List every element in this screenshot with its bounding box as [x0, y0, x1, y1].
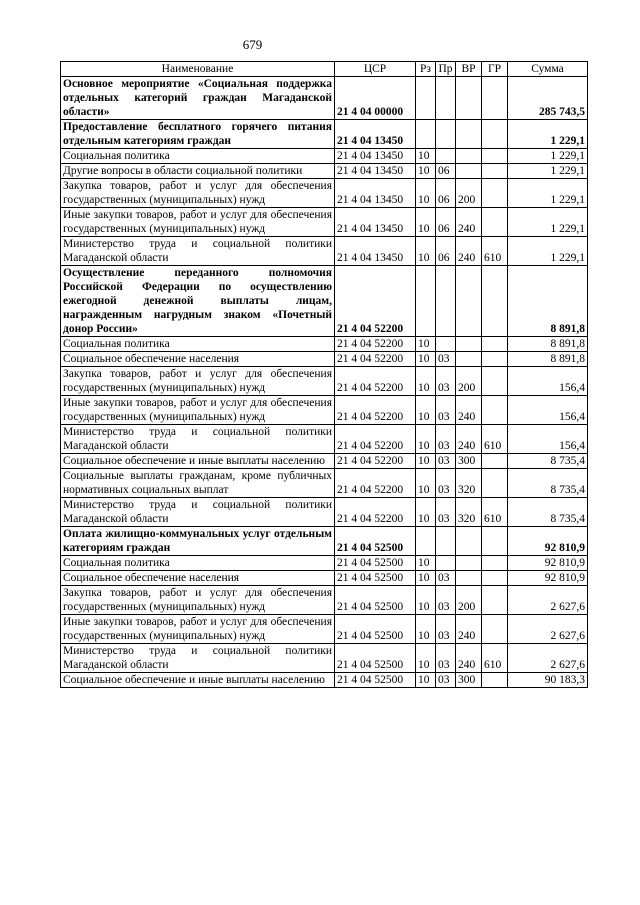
cell-name: Социальное обеспечение населения: [61, 571, 335, 586]
page-number: 679: [242, 37, 263, 52]
cell-vr: [456, 571, 482, 586]
cell-gr: [482, 556, 508, 571]
cell-sum: 1 229,1: [508, 149, 588, 164]
cell-pr: [436, 120, 456, 149]
cell-csr: 21 4 04 52500: [335, 615, 416, 644]
cell-pr: 03: [436, 425, 456, 454]
cell-vr: [456, 77, 482, 120]
cell-sum: 156,4: [508, 367, 588, 396]
cell-gr: [482, 673, 508, 688]
cell-name: Закупка товаров, работ и услуг для обеспечения государственных (муниципальных) нужд: [61, 367, 335, 396]
cell-csr: 21 4 04 52200: [335, 266, 416, 337]
cell-gr: [482, 571, 508, 586]
cell-csr: 21 4 04 52200: [335, 396, 416, 425]
cell-rz: [416, 527, 436, 556]
cell-pr: 03: [436, 586, 456, 615]
cell-pr: 03: [436, 396, 456, 425]
cell-vr: 200: [456, 586, 482, 615]
table-header-row: [61, 62, 588, 77]
cell-sum: 8 735,4: [508, 498, 588, 527]
cell-sum: 2 627,6: [508, 644, 588, 673]
header-name: Наименование: [61, 62, 335, 77]
cell-pr: 06: [436, 237, 456, 266]
cell-vr: 240: [456, 208, 482, 237]
cell-vr: [456, 337, 482, 352]
table-row: [61, 367, 588, 396]
cell-sum: 8 891,8: [508, 266, 588, 337]
cell-rz: 10: [416, 586, 436, 615]
cell-vr: [456, 266, 482, 337]
cell-name: Социальная политика: [61, 337, 335, 352]
cell-vr: [456, 556, 482, 571]
cell-gr: [482, 266, 508, 337]
cell-sum: 2 627,6: [508, 615, 588, 644]
cell-name: Социальная политика: [61, 149, 335, 164]
table-row: [61, 179, 588, 208]
table-row: [61, 337, 588, 352]
cell-csr: 21 4 04 52200: [335, 454, 416, 469]
header-rz: Рз: [416, 62, 436, 77]
cell-csr: 21 4 04 52500: [335, 527, 416, 556]
cell-sum: 2 627,6: [508, 586, 588, 615]
cell-rz: 10: [416, 425, 436, 454]
cell-name: Министерство труда и социальной политики Магаданской области: [61, 425, 335, 454]
cell-name: Министерство труда и социальной политики Магаданской области: [61, 498, 335, 527]
budget-table: [60, 61, 588, 688]
cell-rz: 10: [416, 164, 436, 179]
cell-sum: 8 891,8: [508, 337, 588, 352]
cell-sum: 8 735,4: [508, 454, 588, 469]
table-row: [61, 454, 588, 469]
cell-pr: [436, 556, 456, 571]
cell-name: Предоставление бесплатного горячего питания отдельным категориям граждан: [61, 120, 335, 149]
cell-gr: 610: [482, 498, 508, 527]
cell-rz: 10: [416, 352, 436, 367]
table-row: [61, 556, 588, 571]
table-row: [61, 266, 588, 337]
cell-sum: 92 810,9: [508, 527, 588, 556]
cell-rz: [416, 120, 436, 149]
header-csr: ЦСР: [335, 62, 416, 77]
cell-gr: [482, 586, 508, 615]
table-row: [61, 396, 588, 425]
cell-sum: 285 743,5: [508, 77, 588, 120]
cell-gr: 610: [482, 425, 508, 454]
cell-rz: 10: [416, 469, 436, 498]
cell-gr: [482, 77, 508, 120]
cell-csr: 21 4 04 52500: [335, 556, 416, 571]
table-row: [61, 425, 588, 454]
cell-gr: [482, 527, 508, 556]
cell-rz: 10: [416, 179, 436, 208]
cell-csr: 21 4 04 13450: [335, 208, 416, 237]
cell-vr: 200: [456, 367, 482, 396]
cell-vr: [456, 164, 482, 179]
cell-name: Министерство труда и социальной политики Магаданской области: [61, 237, 335, 266]
table-row: [61, 673, 588, 688]
cell-csr: 21 4 04 52200: [335, 352, 416, 367]
header-pr: Пр: [436, 62, 456, 77]
table-row: [61, 469, 588, 498]
cell-pr: 06: [436, 179, 456, 208]
cell-rz: 10: [416, 367, 436, 396]
table-row: [61, 352, 588, 367]
cell-sum: 1 229,1: [508, 120, 588, 149]
table-row: [61, 644, 588, 673]
cell-pr: 03: [436, 571, 456, 586]
cell-pr: 03: [436, 498, 456, 527]
cell-csr: 21 4 04 13450: [335, 149, 416, 164]
cell-sum: 1 229,1: [508, 237, 588, 266]
cell-name: Основное мероприятие «Социальная поддержка отдельных категорий граждан Магаданской области»: [61, 77, 335, 120]
cell-name: Иные закупки товаров, работ и услуг для обеспечения государственных (муниципальных) нужд: [61, 208, 335, 237]
table-row: [61, 208, 588, 237]
cell-name: Иные закупки товаров, работ и услуг для обеспечения государственных (муниципальных) нужд: [61, 615, 335, 644]
cell-csr: 21 4 04 13450: [335, 120, 416, 149]
cell-sum: 8 735,4: [508, 469, 588, 498]
cell-pr: 03: [436, 367, 456, 396]
cell-rz: 10: [416, 644, 436, 673]
cell-rz: 10: [416, 149, 436, 164]
cell-name: Закупка товаров, работ и услуг для обеспечения государственных (муниципальных) нужд: [61, 586, 335, 615]
cell-pr: 03: [436, 644, 456, 673]
cell-rz: 10: [416, 571, 436, 586]
cell-rz: 10: [416, 454, 436, 469]
cell-rz: 10: [416, 498, 436, 527]
cell-vr: 240: [456, 615, 482, 644]
cell-sum: 8 891,8: [508, 352, 588, 367]
cell-name: Осуществление переданного полномочия Российской Федерации по осуществлению ежегодной денежной выплаты лицам, награжденным нагрудным знаком «Почетный донор России»: [61, 266, 335, 337]
cell-name: Оплата жилищно-коммунальных услуг отдельным категориям граждан: [61, 527, 335, 556]
table-row: [61, 164, 588, 179]
cell-pr: [436, 266, 456, 337]
cell-vr: 240: [456, 237, 482, 266]
cell-name: Социальное обеспечение и иные выплаты населению: [61, 673, 335, 688]
cell-pr: [436, 149, 456, 164]
cell-vr: 240: [456, 396, 482, 425]
header-sum: Сумма: [508, 62, 588, 77]
table-row: [61, 237, 588, 266]
cell-vr: 240: [456, 425, 482, 454]
cell-name: Социальные выплаты гражданам, кроме публичных нормативных социальных выплат: [61, 469, 335, 498]
cell-pr: 03: [436, 673, 456, 688]
cell-vr: [456, 352, 482, 367]
cell-vr: 240: [456, 644, 482, 673]
cell-csr: 21 4 04 52200: [335, 498, 416, 527]
cell-csr: 21 4 04 52500: [335, 673, 416, 688]
cell-rz: 10: [416, 556, 436, 571]
table-body: [61, 77, 588, 688]
cell-rz: [416, 77, 436, 120]
cell-sum: 156,4: [508, 425, 588, 454]
table-row: [61, 527, 588, 556]
cell-vr: [456, 149, 482, 164]
cell-sum: 92 810,9: [508, 556, 588, 571]
cell-pr: [436, 527, 456, 556]
cell-vr: [456, 527, 482, 556]
cell-gr: 610: [482, 644, 508, 673]
cell-pr: 03: [436, 454, 456, 469]
cell-gr: [482, 396, 508, 425]
cell-pr: 06: [436, 164, 456, 179]
cell-csr: 21 4 04 13450: [335, 164, 416, 179]
cell-csr: 21 4 04 52500: [335, 571, 416, 586]
table-row: [61, 571, 588, 586]
cell-gr: [482, 164, 508, 179]
cell-gr: [482, 352, 508, 367]
cell-rz: 10: [416, 337, 436, 352]
cell-vr: 200: [456, 179, 482, 208]
cell-gr: [482, 367, 508, 396]
cell-csr: 21 4 04 52500: [335, 586, 416, 615]
cell-gr: 610: [482, 237, 508, 266]
cell-pr: 06: [436, 208, 456, 237]
cell-gr: [482, 615, 508, 644]
cell-name: Социальная политика: [61, 556, 335, 571]
table-row: [61, 498, 588, 527]
table-row: [61, 120, 588, 149]
cell-csr: 21 4 04 52200: [335, 469, 416, 498]
cell-name: Социальное обеспечение населения: [61, 352, 335, 367]
cell-name: Социальное обеспечение и иные выплаты населению: [61, 454, 335, 469]
table-row: [61, 615, 588, 644]
cell-vr: 300: [456, 454, 482, 469]
cell-name: Закупка товаров, работ и услуг для обеспечения государственных (муниципальных) нужд: [61, 179, 335, 208]
cell-csr: 21 4 04 52200: [335, 367, 416, 396]
cell-rz: 10: [416, 237, 436, 266]
cell-csr: 21 4 04 13450: [335, 237, 416, 266]
cell-pr: 03: [436, 352, 456, 367]
cell-vr: 320: [456, 469, 482, 498]
cell-name: Иные закупки товаров, работ и услуг для обеспечения государственных (муниципальных) нужд: [61, 396, 335, 425]
cell-pr: [436, 77, 456, 120]
cell-gr: [482, 208, 508, 237]
cell-pr: 03: [436, 615, 456, 644]
cell-rz: [416, 266, 436, 337]
cell-sum: 92 810,9: [508, 571, 588, 586]
cell-vr: [456, 120, 482, 149]
cell-gr: [482, 454, 508, 469]
cell-sum: 1 229,1: [508, 164, 588, 179]
cell-sum: 1 229,1: [508, 179, 588, 208]
cell-rz: 10: [416, 673, 436, 688]
cell-gr: [482, 120, 508, 149]
cell-gr: [482, 469, 508, 498]
cell-sum: 1 229,1: [508, 208, 588, 237]
cell-gr: [482, 179, 508, 208]
cell-csr: 21 4 04 52500: [335, 644, 416, 673]
table-row: [61, 586, 588, 615]
cell-rz: 10: [416, 208, 436, 237]
header-vr: ВР: [456, 62, 482, 77]
cell-csr: 21 4 04 52200: [335, 337, 416, 352]
cell-vr: 320: [456, 498, 482, 527]
cell-rz: 10: [416, 615, 436, 644]
cell-csr: 21 4 04 52200: [335, 425, 416, 454]
cell-gr: [482, 149, 508, 164]
cell-gr: [482, 337, 508, 352]
table-row: [61, 77, 588, 120]
cell-vr: 300: [456, 673, 482, 688]
header-gr: ГР: [482, 62, 508, 77]
cell-name: Другие вопросы в области социальной политики: [61, 164, 335, 179]
cell-pr: [436, 337, 456, 352]
cell-sum: 90 183,3: [508, 673, 588, 688]
table-row: [61, 149, 588, 164]
cell-sum: 156,4: [508, 396, 588, 425]
cell-csr: 21 4 04 13450: [335, 179, 416, 208]
cell-rz: 10: [416, 396, 436, 425]
cell-csr: 21 4 04 00000: [335, 77, 416, 120]
cell-name: Министерство труда и социальной политики Магаданской области: [61, 644, 335, 673]
cell-pr: 03: [436, 469, 456, 498]
